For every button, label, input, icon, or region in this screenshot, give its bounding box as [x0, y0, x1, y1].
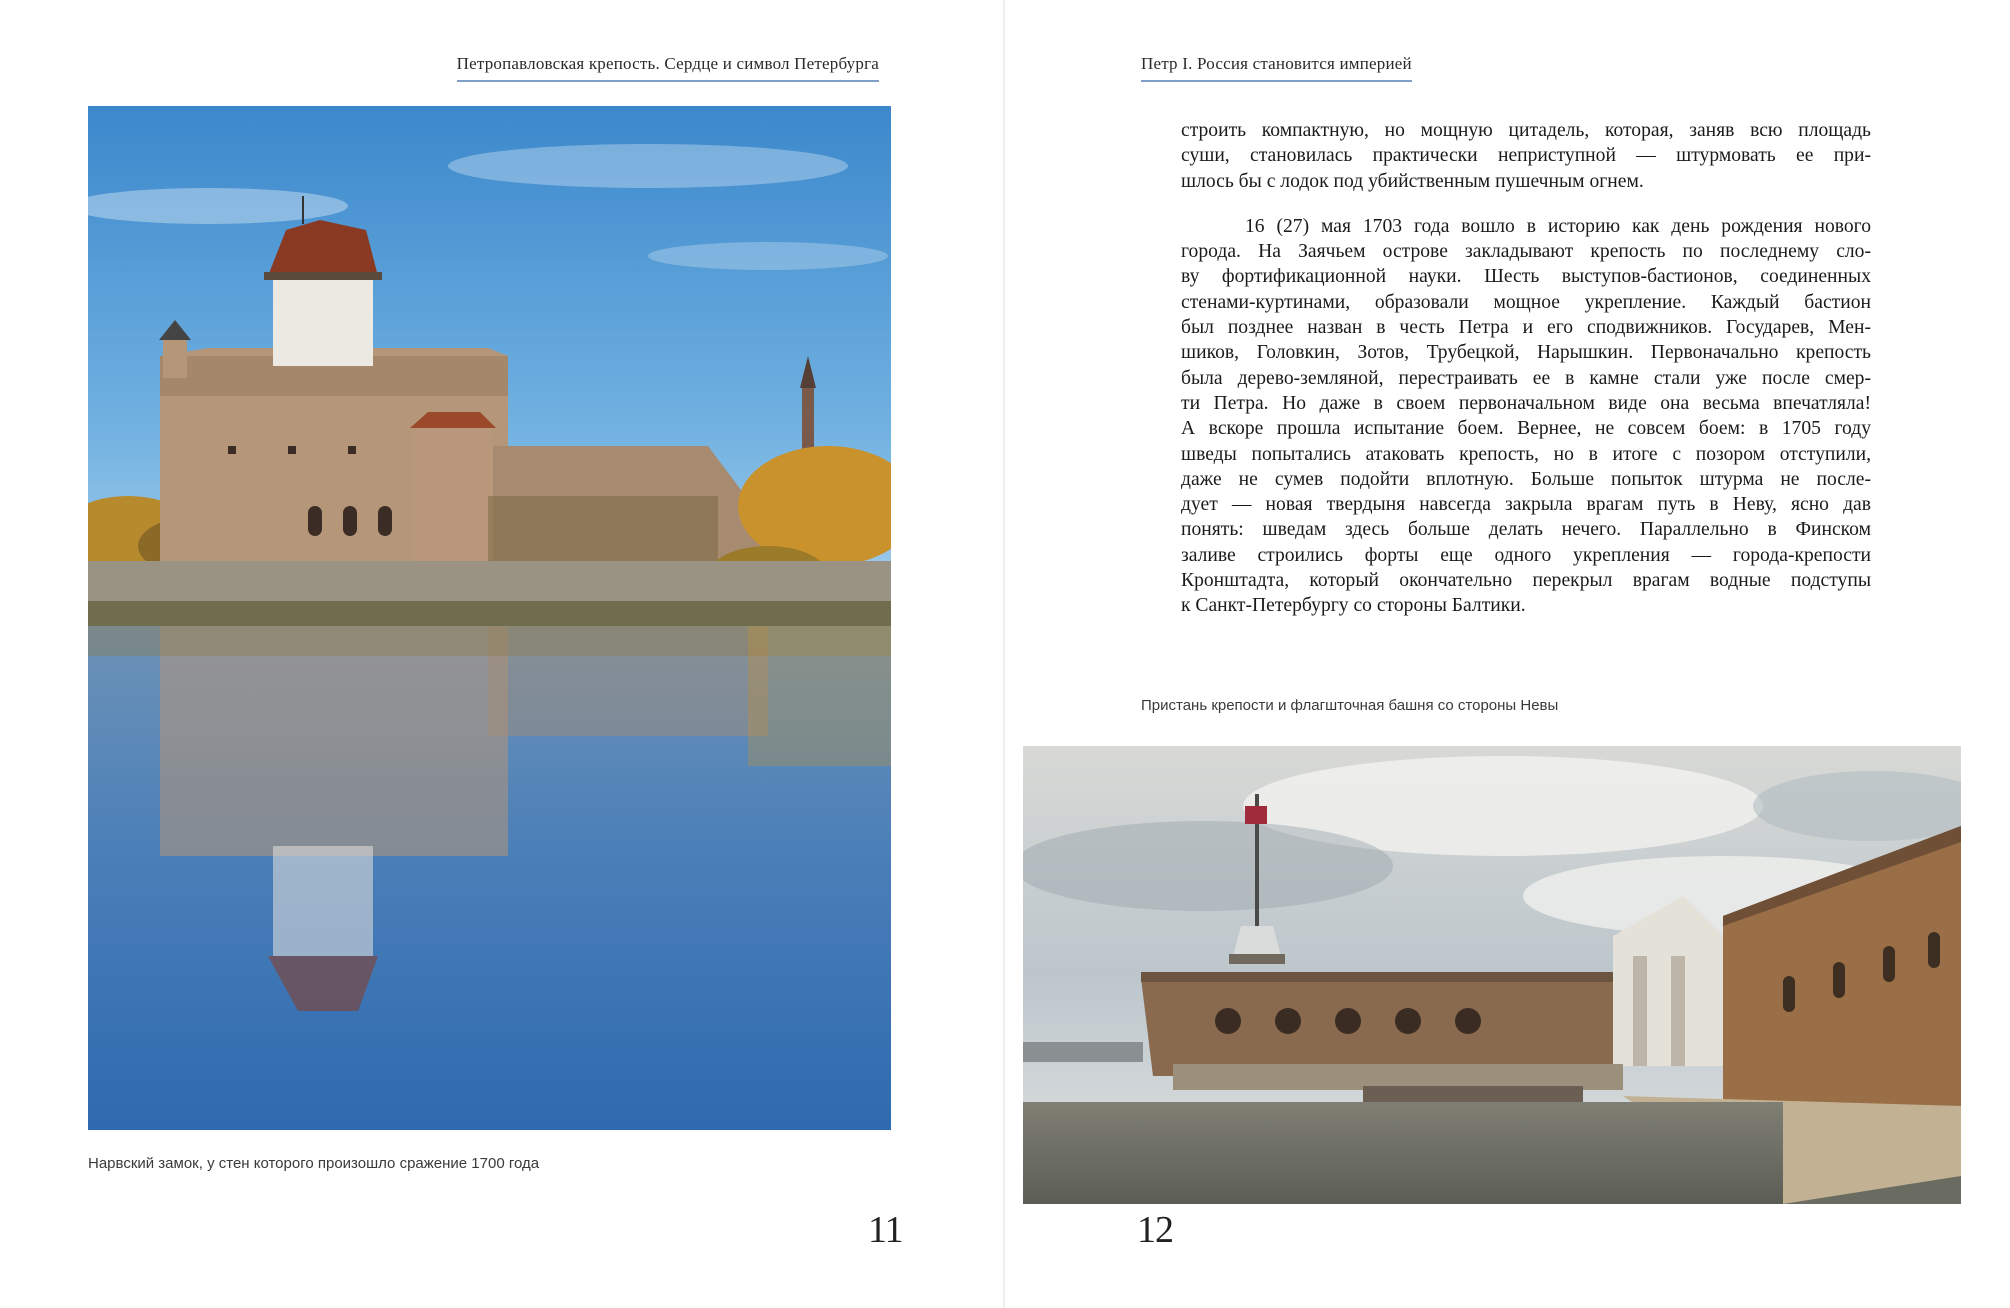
text-line: строить компактную, но мощную цитадель, которая, заняв всю площадь: [1181, 120, 1871, 141]
photo-caption-right: Пристань крепости и флагшточная башня со стороны Невы: [1141, 697, 1559, 714]
photo-caption-left: Нарвский замок, у стен которого произошло сражение 1700 года: [88, 1155, 540, 1172]
running-head-right: Петр I. Россия становится империей: [1141, 54, 1412, 82]
running-head-left: Петропавловская крепость. Сердце и символ Петербурга: [457, 54, 879, 82]
text-line: А вскоре прошла испытание боем. Вернее, не совсем боем: в 1705 году: [1181, 418, 1871, 440]
text-line: был позднее назван в честь Петра и его сподвижников. Государев, Мен-: [1181, 317, 1871, 339]
text-line: Кронштадта, который окончательно перекрыл врагам водные подступы: [1181, 570, 1871, 592]
text-line: ву фортификационной науки. Шесть выступов-бастионов, соединенных: [1181, 266, 1871, 288]
peter-paul-fortress-photo: [1023, 746, 1961, 1204]
text-line: стенами-куртинами, образовали мощное укрепление. Каждый бастион: [1181, 291, 1871, 313]
paragraph-2: [1181, 214, 1871, 619]
right-page: [1005, 0, 2010, 1308]
page-number-left: 11: [868, 1209, 903, 1251]
text-line: ти Петра. Но даже в своем первоначальном виде она весьма впечатляла!: [1181, 392, 1871, 414]
body-text: [1181, 118, 1871, 639]
text-line: 16 (27) мая 1703 года вошло в историю как день рождения нового: [1245, 215, 1871, 237]
paragraph-1: [1181, 118, 1871, 194]
text-line: дует — новая твердыня навсегда закрыла врагам путь в Неву, ясно дав: [1181, 494, 1871, 516]
text-line: понять: шведам здесь больше делать нечего. Параллельно в Финском: [1181, 519, 1871, 541]
text-line: к Санкт-Петербургу со стороны Балтики.: [1181, 595, 1526, 617]
narva-castle-photo: [88, 106, 891, 1130]
page-number-right: 12: [1137, 1209, 1173, 1251]
text-line: шлось бы с лодок под убийственным пушечным огнем.: [1181, 170, 1644, 192]
text-line: даже не сумев подойти вплотную. Больше попыток штурма не после-: [1181, 468, 1871, 490]
text-line: заливе строились форты еще одного укрепления — города-крепости: [1181, 544, 1871, 566]
text-line: суши, становилась практически неприступной — штурмовать ее при-: [1181, 145, 1871, 167]
text-line: шведы попытались атаковать крепость, но в итоге с позором отступили,: [1181, 443, 1871, 465]
text-line: шиков, Головкин, Зотов, Трубецкой, Нарышкин. Первоначально крепость: [1181, 342, 1871, 364]
text-line: города. На Заячьем острове закладывают крепость по последнему сло-: [1181, 241, 1871, 263]
text-line: была дерево-земляной, перестраивать ее в камне стали уже после смер-: [1181, 367, 1871, 389]
